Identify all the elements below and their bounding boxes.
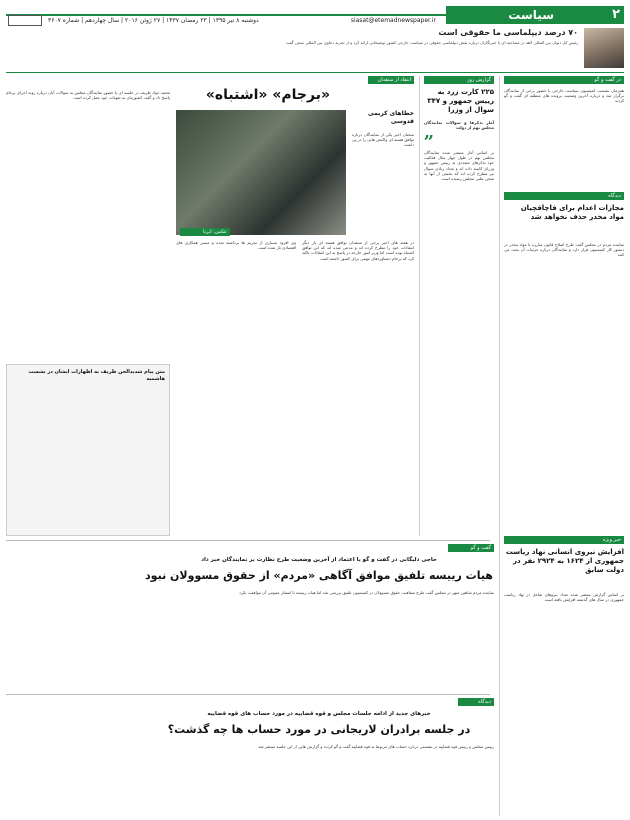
column2-text: بر اساس آمار منتشر شده نمایندگان مجلس نهم در طول چهار سال فعالیت خود تذکرهای متعددی به رییس جمهور و وزرای کابینه داده اند و تعداد زیادی سوال نیز مطرح کرده اند که بخشی از آنها به صحن علنی مجلس رسیده است [424,150,494,182]
feature-side-headline: خطاهای کریمی قدوسی [368,110,414,125]
photo-caption: عکس: ایرنا [180,228,230,236]
bottom-label: دیدگاه [458,698,494,706]
bottom-headline: در جلسه برادران لاریجانی در مورد حساب ها چه گذشت؟ [167,723,471,736]
sidebar-bottom-text: بر اساس گزارش منتشر شده تعداد نیروهای شاغل در نهاد ریاست جمهوری در سال های گذشته افزایش یافته است [504,592,624,603]
top-divider [6,72,624,73]
feature-photo [176,110,346,235]
feature-headline: «برجام» «اشتباه» [205,87,330,103]
section-bar [446,6,624,24]
feature-side-text: سخنان اخیر یکی از نمایندگان درباره توافق هسته ای واکنش هایی را در پی داشت [352,132,414,148]
column2-divider [419,76,420,536]
sidebar-top-label: در گفت و گو [504,76,624,84]
middle-label: گفت و گو [448,544,494,552]
newspaper-logo [8,15,42,26]
sidebar-mid-label: دیدگاه [504,192,624,200]
feature-far-text: محمد جواد ظریف در جلسه ای با حضور نمایندگان مجلس به سوالات آنان درباره روند اجرای برجام پاسخ داد و گفت کشورمان به تعهدات خود عمل کرده است [6,90,170,101]
top-story-headline: ۷۰ درصد دیپلماسی ما حقوقی است [438,28,578,37]
sidebar-bottom-label: خبر ویژه [504,536,624,544]
top-story-body: رئیس کل دیوان بین المللی لاهه در مصاحبه ای با خبرنگاران درباره نقش دیپلماسی حقوقی در سیاست خارجی کشور توضیحاتی ارائه کرد و از تجربه دعاوی بین المللی سخن گفت [285,40,578,45]
page-number: ۲ [612,7,620,22]
quote-icon: ” [423,132,434,153]
feature-text-a: در هفته های اخیر برخی از منتقدان توافق هسته ای بار دیگر انتقادات خود را مطرح کرده اند و مدعی شده اند که این توافق اشتباه بوده است اما وزیر امور خارجه در پاسخ به این انتقادات تاکید کرد که برجام دستاوردهای مهمی برای کشور داشته است [302,240,414,261]
middle-divider [6,540,490,541]
bottom-text: رییس مجلس و رییس قوه قضاییه در نشستی درباره حساب های مربوط به قوه قضاییه گفت و گو کردند و گزارش هایی از این جلسه منتشر شد [258,744,494,749]
masthead [6,6,624,24]
feature-text-b: وی افزود بسیاری از تحریم ها برداشته شده و مسیر همکاری های اقتصادی باز شده است [176,240,296,251]
sidebar-bottom-headline: افزایش نیروی انسانی نهاد ریاست جمهوری از ۱۶۲۴ به ۲۹۲۴ نفر در دولت سابق [505,548,624,574]
issue-date-line: دوشنبه ۸ تیر ۱۳۹۵ | ۲۳ رمضان ۱۴۳۷ | ۲۷ ژوئن ۲۰۱۶ | سال چهاردهم | شماره ۳۶۰۷ [48,17,259,24]
column2-headline: ۲۲۵ کارت زرد به رییس جمهور و ۳۴۷ سوال از وزرا [427,88,494,114]
section-title: سیاست [508,8,554,22]
middle-headline: هیات رییسه تلفیق موافق آگاهی «مردم» از حقوق مسوولان نبود [145,569,493,582]
far-headline: متن پیام شدیدالحن ظریف به اظهارات ایشان در نشست هاشمیه [28,369,165,382]
sidebar-divider [499,76,500,816]
far-column-box [6,364,170,536]
bottom-kicker: خبرهای جدید از ادامه جلسات مجلس و قوه قضاییه در مورد حساب های قوه قضاییه [207,711,431,717]
masthead-rule [6,14,446,16]
middle-text: نماینده مردم شاهین شهر در مجلس گفت طرح شفافیت حقوق مسوولان در کمیسیون تلفیق بررسی شد اما هیات رییسه با انتشار عمومی آن موافقت نکرد [239,590,494,595]
column2-lead: آمار تذکرها و سوالات نمایندگان مجلس نهم از دولت [424,120,494,131]
section-email: siasat@etemadnewspaper.ir [350,17,436,24]
sidebar-top-text: همزمان نشست کمیسیون سیاست خارجی با حضور برخی از نمایندگان برگزار شد و درباره آخرین وضعیت پرونده های منطقه ای گفت و گو کردند [504,88,624,104]
top-story-photo [584,28,624,68]
column2-label: گزارش روز [424,76,494,84]
top-story [6,28,624,70]
feature-label: انتقاد از منتقدان [368,76,414,84]
middle-kicker: حاجی دلیگانی در گفت و گو با اعتماد از آخرین وضعیت طرح نظارت بر نمایندگان خبر داد [201,557,437,563]
bottom-divider [6,694,490,695]
sidebar-mid-headline: مجازات اعدام برای قاچاقچیان مواد مخدر حذف نخواهد شد [520,204,624,221]
sidebar-mid-text: نماینده مردم در مجلس گفت طرح اصلاح قانون مبارزه با مواد مخدر در دستور کار کمیسیون قرار دارد و نمایندگان درباره جزئیات آن بحث می کنند [504,242,624,258]
